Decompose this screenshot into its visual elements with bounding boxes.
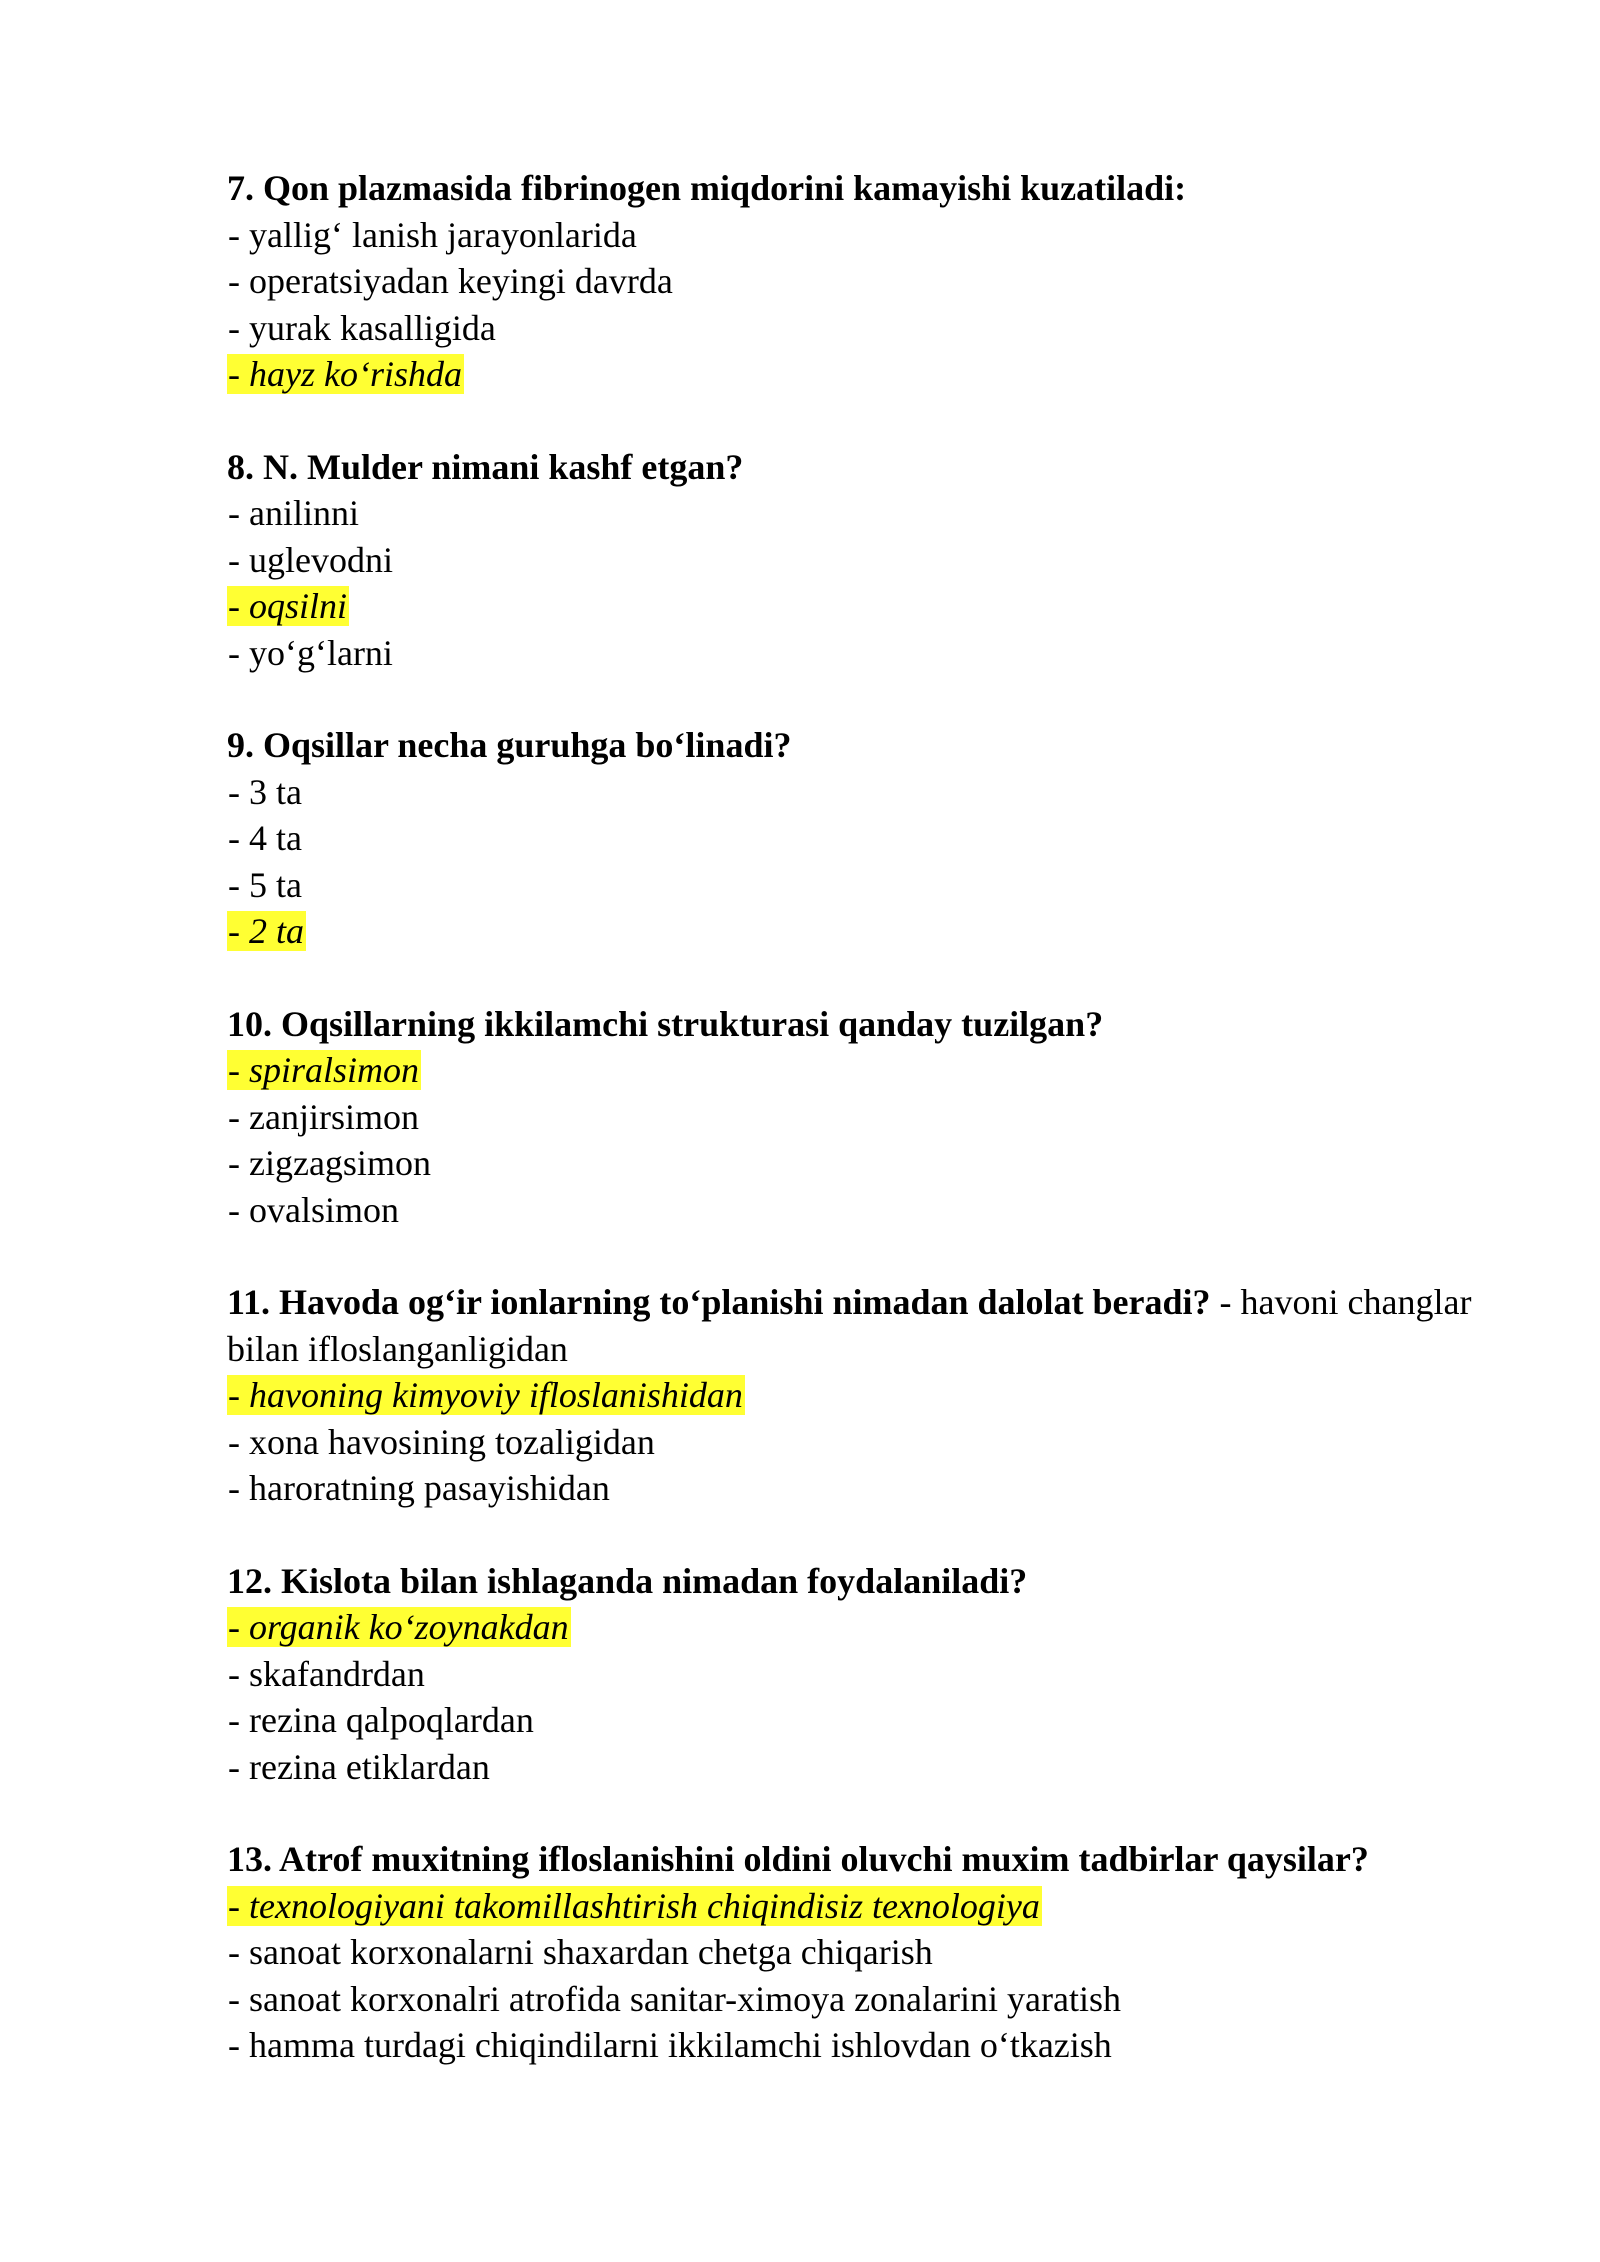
answer-option-correct	[227, 1372, 1527, 1419]
answer-text: - rezina qalpoqlardan	[228, 1700, 534, 1740]
answer-text: - 4 ta	[228, 818, 302, 858]
question-9	[227, 722, 1527, 955]
answer-option	[227, 212, 1527, 259]
answer-text: - hamma turdagi chiqindilarni ikkilamchi ishlovdan o‘tkazish	[228, 2025, 1112, 2065]
answer-text: - xona havosining tozaligidan	[228, 1421, 655, 1462]
answer-option	[227, 1976, 1527, 2023]
question-title-text: 11. Havoda og‘ir ionlarning to‘planishi nimadan dalolat beradi?	[227, 1282, 1211, 1322]
answer-option-correct	[227, 1604, 1527, 1651]
answer-option-correct	[227, 908, 1527, 955]
answer-option	[227, 1140, 1527, 1187]
highlighted-answer-text: - hayz ko‘rishda	[228, 354, 462, 394]
question-10	[227, 1001, 1527, 1234]
document-page	[227, 165, 1527, 2115]
question-title: 10. Oqsillarning ikkilamchi strukturasi qanday tuzilgan?	[227, 1003, 1104, 1044]
answer-text: - zigzagsimon	[228, 1143, 431, 1183]
question-title: 7. Qon plazmasida fibrinogen miqdorini kamayishi kuzatiladi:	[227, 168, 1187, 208]
answer-text: - uglevodni	[228, 539, 393, 580]
answer-option	[227, 1744, 1527, 1791]
answer-text: - 3 ta	[228, 771, 302, 812]
question-8	[227, 444, 1527, 677]
highlighted-answer-text: - 2 ta	[228, 911, 304, 951]
answer-option	[227, 1187, 1527, 1234]
answer-text: - zanjirsimon	[228, 1096, 419, 1137]
answer-option-correct	[227, 1047, 1527, 1094]
answer-option	[227, 537, 1527, 584]
answer-option	[227, 815, 1527, 862]
answer-option-correct	[227, 583, 1527, 630]
question-title: 13. Atrof muxitning ifloslanishini oldini oluvchi muxim tadbirlar qaysilar?	[227, 1839, 1369, 1879]
answer-option	[227, 1094, 1527, 1141]
answer-text: - sanoat korxonalri atrofida sanitar-ximoya zonalarini yaratish	[228, 1978, 1121, 2019]
answer-text: - haroratning pasayishidan	[228, 1468, 610, 1508]
question-12	[227, 1558, 1527, 1791]
answer-option	[227, 305, 1527, 352]
question-7	[227, 165, 1527, 398]
answer-option	[227, 2022, 1527, 2069]
answer-option	[227, 1697, 1527, 1744]
question-title-tail: - havoni changlar bilan ifloslanganligidan	[227, 1282, 1472, 1369]
question-title: 9. Oqsillar necha guruhga bo‘linadi?	[227, 725, 792, 765]
question-11	[227, 1279, 1527, 1512]
answer-text: - sanoat korxonalarni shaxardan chetga chiqarish	[228, 1932, 933, 1972]
answer-option	[227, 769, 1527, 816]
answer-text: - yurak kasalligida	[228, 307, 496, 348]
answer-option	[227, 862, 1527, 909]
highlighted-answer-text: - texnologiyani takomillashtirish chiqindisiz texnologiya	[228, 1885, 1040, 1926]
answer-option-correct	[227, 1883, 1527, 1930]
highlighted-answer-text: - organik ko‘zoynakdan	[228, 1607, 569, 1647]
answer-option	[227, 1465, 1527, 1512]
answer-text: - operatsiyadan keyingi davrda	[228, 261, 673, 301]
answer-text: - anilinni	[228, 493, 359, 533]
answer-text: - 5 ta	[228, 864, 302, 905]
answer-text: - rezina etiklardan	[228, 1746, 490, 1787]
answer-option	[227, 1929, 1527, 1976]
answer-option	[227, 1651, 1527, 1698]
question-title: 8. N. Mulder nimani kashf etgan?	[227, 446, 744, 487]
answer-text: - skafandrdan	[228, 1653, 425, 1694]
highlighted-answer-text: - havoning kimyoviy ifloslanishidan	[228, 1375, 743, 1415]
answer-option	[227, 1419, 1527, 1466]
highlighted-answer-text: - oqsilni	[228, 586, 348, 626]
answer-option-correct	[227, 351, 1527, 398]
answer-text: - yo‘g‘larni	[228, 632, 393, 673]
answer-option	[227, 490, 1527, 537]
answer-option	[227, 258, 1527, 305]
question-13	[227, 1836, 1527, 2069]
answer-text: - ovalsimon	[228, 1189, 399, 1230]
answer-option	[227, 630, 1527, 677]
question-title: 12. Kislota bilan ishlaganda nimadan foydalaniladi?	[227, 1560, 1028, 1601]
question-title	[227, 1279, 1527, 1372]
highlighted-answer-text: - spiralsimon	[228, 1050, 420, 1090]
answer-text: - yallig‘ lanish jarayonlarida	[228, 214, 637, 255]
